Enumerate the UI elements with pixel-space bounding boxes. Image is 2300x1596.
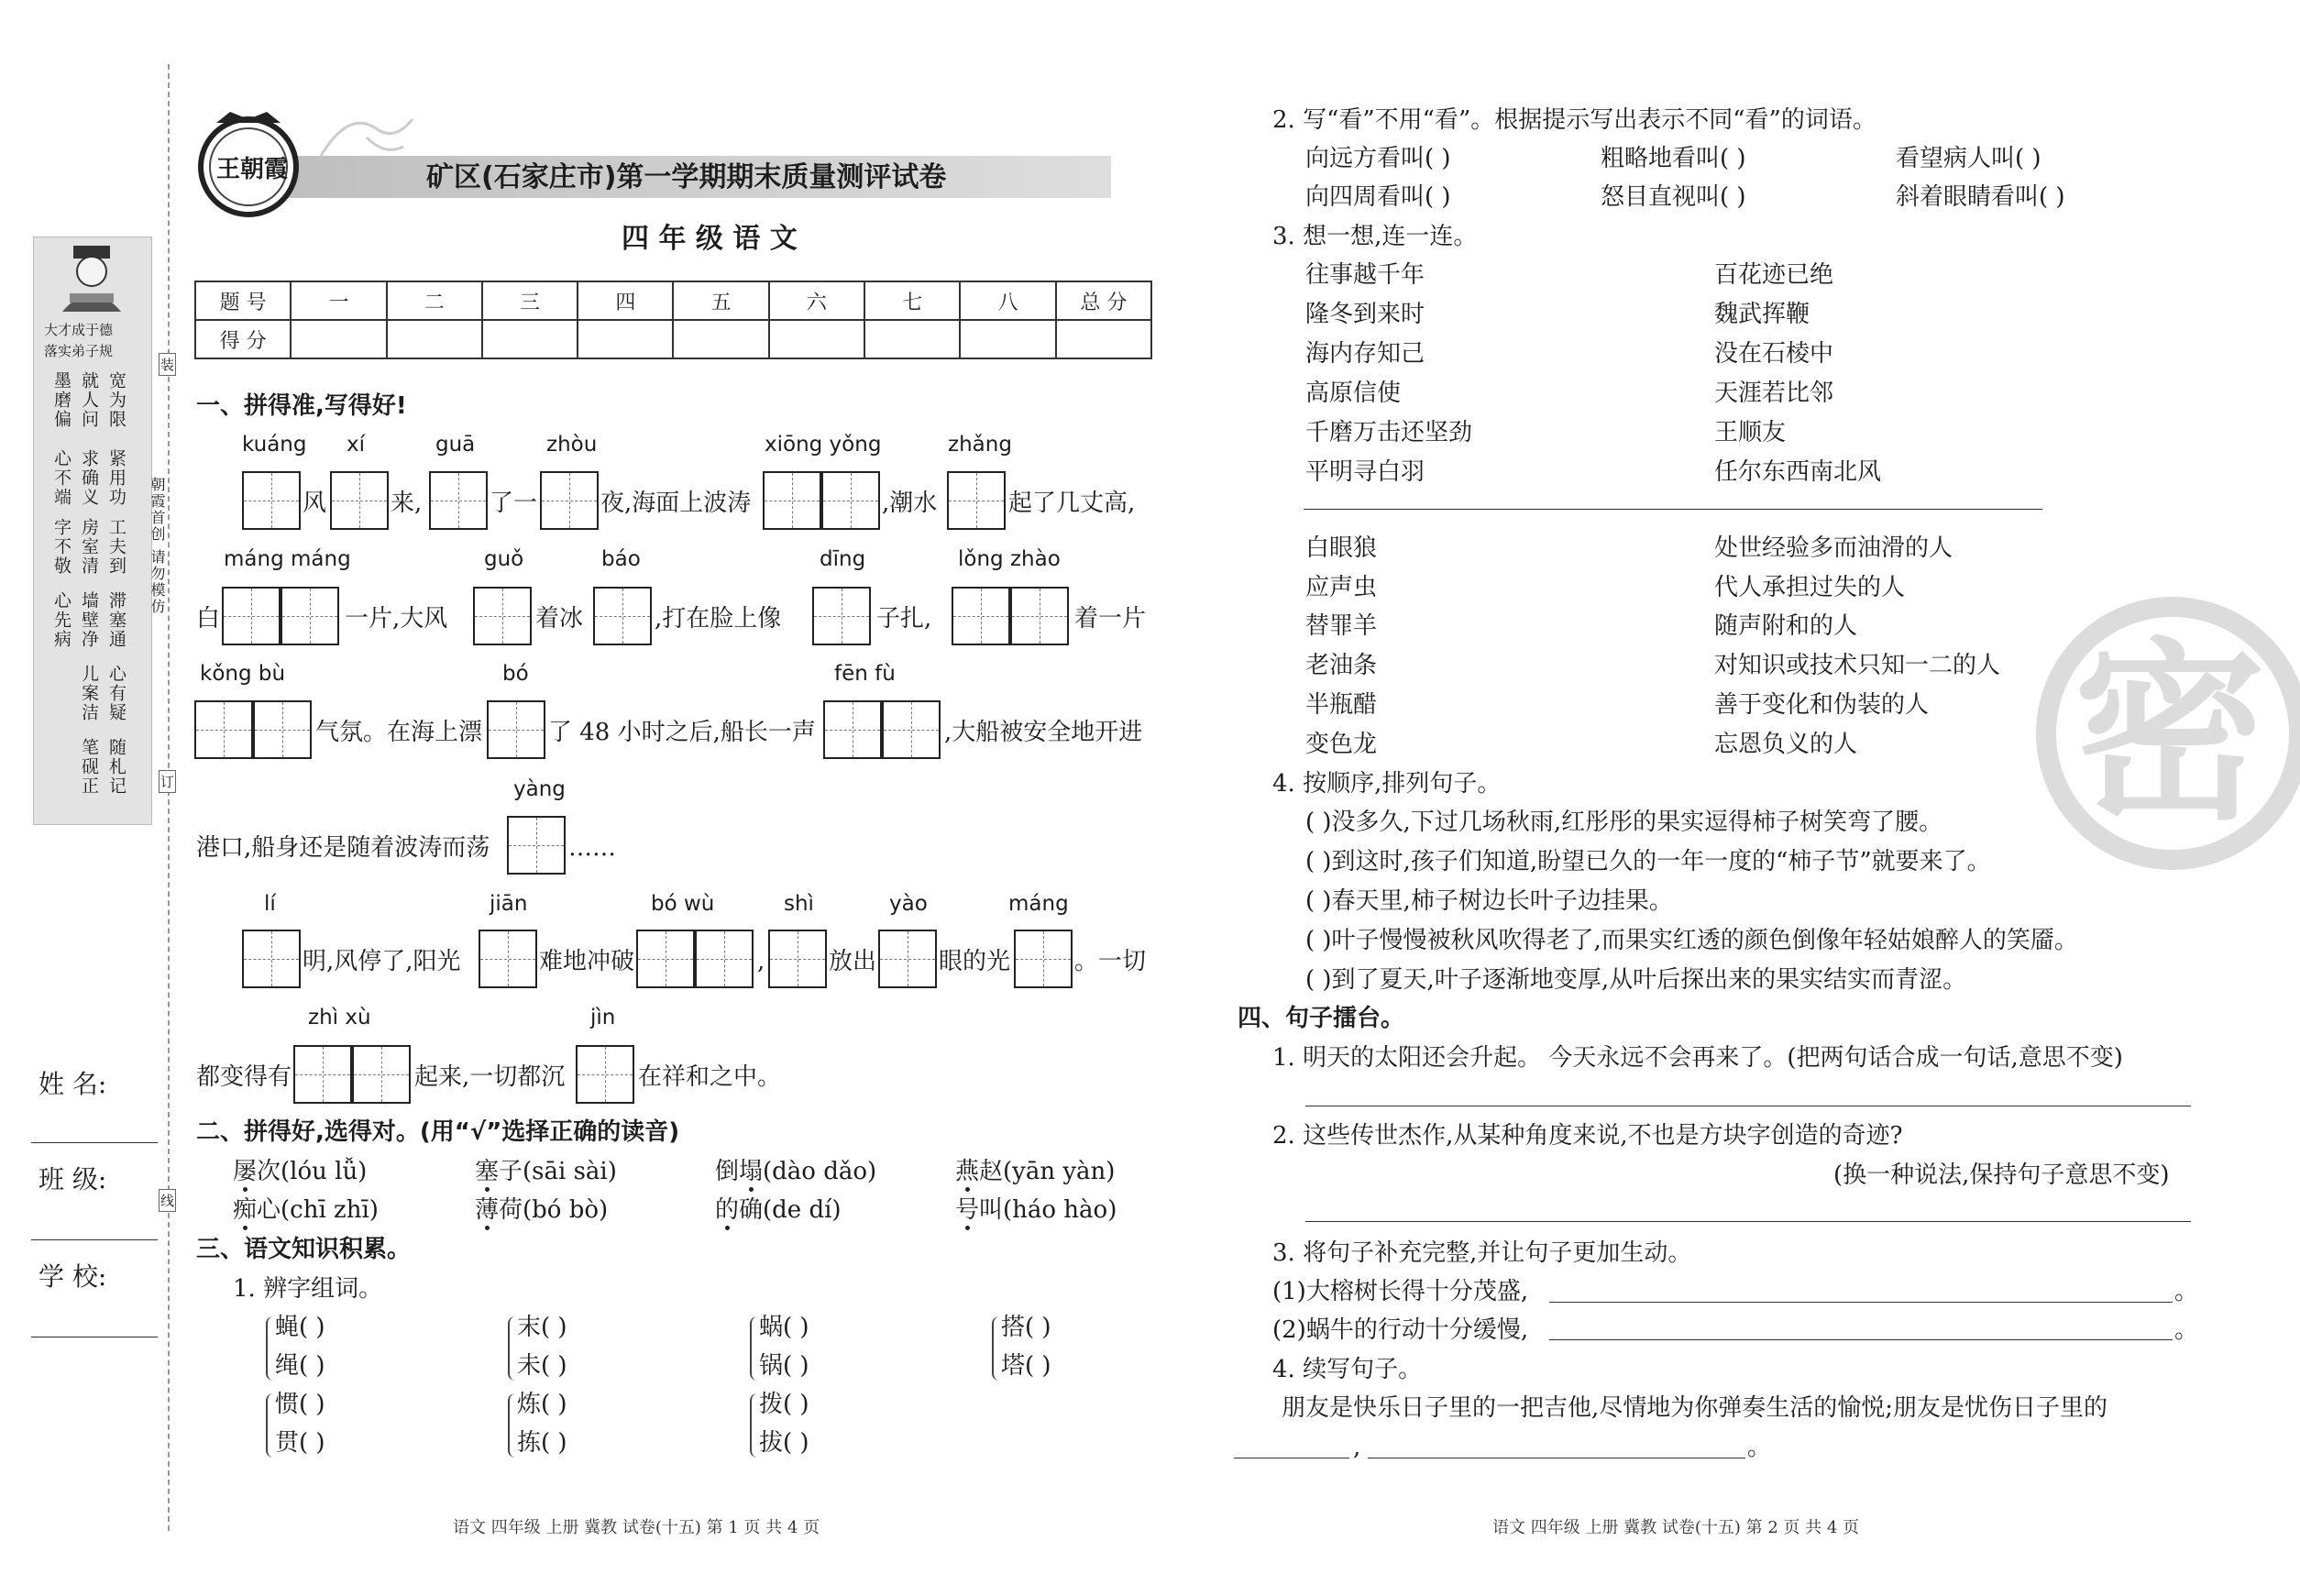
footer-left: 语文 四年级 上册 冀教 试卷(十五) 第 1 页 共 4 页: [453, 1518, 820, 1537]
look-item[interactable]: 怒目直视叫( ): [1601, 183, 1746, 211]
passage-text: 着一片: [1074, 605, 1147, 633]
passage-text: ,潮水: [882, 490, 938, 517]
match-right[interactable]: 代人承担过失的人: [1714, 574, 1906, 601]
write-box[interactable]: [281, 587, 339, 645]
watermark-text: 密: [2074, 620, 2267, 846]
scholar-figure-icon: [53, 240, 130, 314]
period: 。: [2174, 1278, 2199, 1305]
class-field[interactable]: [31, 1239, 158, 1240]
pinyin: máng máng: [224, 547, 351, 571]
passage-text: 风: [303, 490, 327, 517]
passage-text: 白: [196, 605, 221, 633]
char-group-item[interactable]: 末( ): [517, 1314, 567, 1341]
write-box[interactable]: [242, 471, 301, 530]
score-input-cell[interactable]: [482, 320, 578, 358]
match-right[interactable]: 任尔东西南北风: [1714, 458, 1882, 486]
char-group-item[interactable]: 未( ): [517, 1352, 567, 1380]
sidebar-col: 墨磨偏: [51, 371, 72, 429]
pinyin: zhǎng: [948, 433, 1012, 457]
school-label: 学 校:: [39, 1261, 107, 1292]
pinyin: zhì xù: [308, 1006, 371, 1029]
write-box[interactable]: [330, 471, 389, 530]
write-box[interactable]: [1014, 930, 1073, 988]
s4-q2: 2. 这些传世杰作,从某种角度来说,不也是方块字创造的奇迹?: [1272, 1122, 1903, 1150]
pinyin: shì: [784, 892, 814, 916]
pinyin: guā: [435, 433, 476, 457]
pronunciation-item[interactable]: 塞子(sāi sài): [475, 1158, 617, 1185]
write-box[interactable]: [473, 587, 532, 645]
pinyin: lí: [264, 892, 276, 916]
score-input-cell[interactable]: [387, 320, 482, 358]
s4-q3b: (2)蜗牛的行动十分缓慢,: [1272, 1316, 1529, 1344]
passage-text: 眼的光: [939, 948, 1011, 975]
char-group-item[interactable]: 拣( ): [517, 1429, 567, 1457]
pinyin: yàng: [513, 777, 566, 801]
s4-q1: 1. 明天的太阳还会升起。 今天永远不会再来了。(把两句话合成一句话,意思不变): [1272, 1044, 2123, 1072]
emphasis-dot: [485, 1187, 490, 1192]
seal-mark: 线: [159, 1189, 176, 1212]
score-input-cell[interactable]: [864, 320, 960, 358]
match-right[interactable]: 百花迹已绝: [1714, 261, 1834, 289]
passage-text: 都变得有: [196, 1063, 292, 1091]
comma: ,: [1353, 1434, 1361, 1461]
s4-q2-note: (换一种说法,保持句子意思不变): [1833, 1161, 2170, 1189]
emphasis-dot: [243, 1187, 248, 1192]
sidebar-motto-top: 大才成于德: [44, 322, 114, 338]
answer-line[interactable]: [1305, 1221, 2191, 1222]
score-header-cell: 五: [673, 281, 768, 320]
pronunciation-item[interactable]: 屡次(lóu lǚ): [233, 1158, 368, 1185]
write-box[interactable]: [821, 471, 880, 530]
score-header-cell: 一: [291, 281, 386, 320]
score-header-cell: 总 分: [1056, 281, 1151, 320]
score-input-cell[interactable]: [769, 320, 864, 358]
period: 。: [2174, 1316, 2199, 1344]
passage-text: 。一切: [1074, 948, 1147, 975]
section3-heading: 三、语文知识积累。: [196, 1236, 412, 1263]
score-input-cell[interactable]: [291, 320, 386, 358]
pronunciation-item[interactable]: 燕赵(yān yàn): [955, 1158, 1116, 1185]
write-box[interactable]: [695, 930, 754, 988]
sidebar-col: 心先病: [51, 591, 72, 649]
passage-text: 着冰: [535, 605, 584, 633]
class-label: 班 级:: [39, 1164, 107, 1194]
pinyin: fēn fù: [834, 662, 896, 686]
sidebar-col: 心不端: [51, 449, 72, 507]
score-header-cell: 三: [482, 281, 578, 320]
sidebar-col: 紧用功: [106, 449, 127, 507]
match-left[interactable]: 白眼狼: [1305, 534, 1378, 562]
look-item[interactable]: 斜着眼睛看叫( ): [1896, 183, 2065, 211]
passage-text: 在祥和之中。: [638, 1063, 782, 1091]
score-header-cell: 七: [864, 281, 960, 320]
char-group-item[interactable]: 拨( ): [759, 1391, 809, 1418]
sidebar-col: 随札记: [106, 738, 127, 796]
match-right[interactable]: 对知识或技术只知一二的人: [1714, 652, 2001, 679]
sidebar-col: 字不敬: [51, 518, 72, 576]
sidebar-col: 笔砚正: [79, 738, 99, 796]
write-box[interactable]: [576, 1045, 634, 1104]
sidebar-col: 求确义: [79, 449, 99, 507]
write-box[interactable]: [947, 471, 1006, 530]
period: 。: [1747, 1434, 1772, 1461]
pinyin: kǒng bù: [200, 662, 286, 686]
pinyin: bó wù: [651, 892, 715, 916]
pinyin: bó: [502, 662, 529, 686]
score-header-cell: 四: [578, 281, 673, 320]
emphasis-dot: [243, 1226, 248, 1230]
divider: [1304, 509, 2042, 510]
passage-text: 子扎,: [876, 605, 932, 633]
char-group-item[interactable]: 绳( ): [275, 1352, 325, 1380]
char-group-item[interactable]: 塔( ): [1001, 1352, 1051, 1380]
order-item[interactable]: ( )叶子慢慢被秋风吹得老了,而果实红透的颜色倒像年轻姑娘醉人的笑靥。: [1305, 927, 2078, 954]
char-group-item[interactable]: 拔( ): [759, 1429, 809, 1457]
order-item[interactable]: ( )春天里,柿子树边长叶子边挂果。: [1305, 887, 1673, 915]
sidebar-col: 就人问: [79, 371, 99, 429]
answer-line[interactable]: [1549, 1302, 2173, 1303]
write-box[interactable]: [1010, 587, 1069, 645]
sidebar-col: 房室清: [79, 518, 99, 576]
section2-heading: 二、拼得好,选得对。(用“√”选择正确的读音): [196, 1118, 680, 1146]
q1-label: 1. 辨字组词。: [233, 1275, 383, 1303]
write-box[interactable]: [479, 930, 537, 988]
score-header-cell: 二: [387, 281, 482, 320]
write-box[interactable]: [878, 930, 937, 988]
sidebar-col: 宽为限: [106, 371, 127, 429]
sidebar-motto-bottom: 落实弟子规: [44, 343, 114, 359]
look-item[interactable]: 向远方看叫( ): [1305, 145, 1451, 172]
pinyin: jìn: [590, 1006, 616, 1029]
pronunciation-item[interactable]: 薄荷(bó bò): [475, 1196, 609, 1224]
q3-label: 3. 想一想,连一连。: [1272, 223, 1478, 250]
write-box[interactable]: [768, 930, 827, 988]
seal-mark: 装: [159, 353, 176, 376]
write-box[interactable]: [429, 471, 488, 530]
pronunciation-item[interactable]: 号叫(háo hào): [955, 1196, 1117, 1224]
match-left[interactable]: 变色龙: [1305, 731, 1378, 758]
match-right[interactable]: 忘恩负义的人: [1714, 731, 1858, 758]
pronunciation-item[interactable]: 倒塌(dào dǎo): [715, 1158, 877, 1185]
write-box[interactable]: [507, 816, 566, 875]
pinyin: guǒ: [484, 547, 524, 571]
order-item[interactable]: ( )没多久,下过几场秋雨,红彤彤的果实逗得柿子树笑弯了腰。: [1305, 809, 1943, 836]
passage-text: 起了几丈高,: [1008, 490, 1136, 517]
passage-text: 一片,大风: [345, 605, 448, 633]
match-left[interactable]: 高原信使: [1305, 380, 1402, 407]
pinyin: jiān: [490, 892, 528, 916]
write-box[interactable]: [487, 700, 545, 759]
s4-q3a: (1)大榕树长得十分茂盛,: [1272, 1278, 1529, 1305]
s4-q4-text: 朋友是快乐日子里的一把吉他,尽情地为你弹奏生活的愉悦;朋友是忧伤日子里的: [1282, 1394, 2108, 1422]
order-item[interactable]: ( )到这时,孩子们知道,盼望已久的一年一度的“柿子节”就要来了。: [1305, 848, 1991, 875]
pinyin: dīng: [820, 547, 866, 571]
look-item[interactable]: 向四周看叫( ): [1305, 183, 1451, 211]
sidebar-col: 儿案洁: [79, 665, 99, 722]
char-group-item[interactable]: 锅( ): [759, 1352, 809, 1380]
ribbon-decoration-icon: [312, 101, 422, 165]
pinyin: máng: [1008, 892, 1069, 916]
char-group-item[interactable]: 惯( ): [275, 1391, 325, 1418]
match-right[interactable]: 善于变化和伪装的人: [1714, 691, 1930, 719]
passage-text: ……: [568, 834, 616, 862]
footer-right: 语文 四年级 上册 冀教 试卷(十五) 第 2 页 共 4 页: [1492, 1518, 1860, 1537]
section1-heading: 一、拼得准,写得好!: [196, 392, 407, 420]
look-item[interactable]: 粗略地看叫( ): [1601, 145, 1746, 172]
match-right[interactable]: 魏武挥鞭: [1714, 301, 1810, 328]
passage-text: 夜,海面上波涛: [600, 490, 752, 517]
score-input-cell[interactable]: [960, 320, 1055, 358]
write-box[interactable]: [952, 587, 1010, 645]
write-box[interactable]: [293, 1045, 352, 1104]
passage-text: 港口,船身还是随着波涛而荡: [196, 834, 490, 862]
pronunciation-item[interactable]: 的确(de dí): [715, 1196, 842, 1224]
pronunciation-item[interactable]: 痴心(chī zhī): [233, 1196, 379, 1224]
match-left[interactable]: 平明寻白羽: [1305, 458, 1425, 486]
write-box[interactable]: [882, 700, 941, 759]
score-input-cell[interactable]: [1056, 320, 1151, 358]
match-right[interactable]: 没在石棱中: [1714, 340, 1834, 368]
score-input-cell[interactable]: [578, 320, 673, 358]
match-left[interactable]: 老油条: [1305, 652, 1378, 679]
order-item[interactable]: ( )到了夏天,叶子逐渐地变厚,从叶后探出来的果实结实而青涩。: [1305, 966, 1967, 994]
match-right[interactable]: 王顺友: [1714, 419, 1787, 446]
match-left[interactable]: 半瓶醋: [1305, 691, 1378, 719]
section4-heading: 四、句子擂台。: [1238, 1005, 1405, 1032]
emphasis-dot: [485, 1226, 490, 1230]
pinyin: zhòu: [546, 433, 598, 457]
match-left[interactable]: 往事越千年: [1305, 261, 1425, 289]
binding-line: [168, 64, 170, 1531]
emphasis-dot: [749, 1187, 754, 1192]
sidebar-col: 心有疑: [106, 665, 127, 722]
match-left[interactable]: 应声虫: [1305, 574, 1378, 601]
pinyin: lǒng zhào: [958, 547, 1061, 571]
answer-line[interactable]: [1549, 1339, 2173, 1340]
write-box[interactable]: [242, 930, 301, 988]
name-label: 姓 名:: [39, 1069, 107, 1099]
write-box[interactable]: [763, 471, 821, 530]
pinyin: báo: [601, 547, 641, 571]
sidebar-note: 朝霞首创 请勿模仿: [149, 477, 166, 616]
emphasis-dot: [725, 1226, 730, 1230]
passage-text: 了一: [490, 490, 538, 517]
score-header-cell: 六: [769, 281, 864, 320]
s4-q4: 4. 续写句子。: [1272, 1356, 1423, 1383]
match-left[interactable]: 隆冬到来时: [1305, 301, 1425, 328]
emphasis-dot: [965, 1226, 970, 1230]
score-row-label: 得 分: [195, 320, 291, 358]
char-group-item[interactable]: 搭( ): [1001, 1314, 1051, 1341]
score-table: [194, 281, 1152, 359]
char-group-item[interactable]: 炼( ): [517, 1391, 567, 1418]
write-box[interactable]: [352, 1045, 411, 1104]
match-right[interactable]: 处世经验多而油滑的人: [1714, 534, 1953, 562]
q4-label: 4. 按顺序,排列句子。: [1272, 770, 1502, 798]
char-group-item[interactable]: 蝇( ): [275, 1314, 325, 1341]
passage-text: 难地冲破: [539, 948, 635, 975]
write-box[interactable]: [593, 587, 652, 645]
passage-text: 了 48 小时之后,船长一声: [548, 719, 816, 746]
match-right[interactable]: 随声附和的人: [1714, 612, 1858, 640]
write-box[interactable]: [222, 587, 281, 645]
passage-text: ,大船被安全地开进: [944, 719, 1143, 746]
q2-label: 2. 写“看”不用“看”。根据提示写出表示不同“看”的词语。: [1272, 106, 1876, 134]
subject-title: 四 年 级 语 文: [622, 223, 798, 255]
score-header-cell: 八: [960, 281, 1055, 320]
match-left[interactable]: 千磨万击还坚劲: [1305, 419, 1473, 446]
passage-text: 明,风停了,阳光: [303, 948, 461, 975]
passage-text: 放出: [829, 948, 877, 975]
s4-q3: 3. 将句子补充完整,并让句子更加生动。: [1272, 1239, 1692, 1267]
write-box[interactable]: [194, 700, 253, 759]
pinyin: yào: [889, 892, 928, 916]
char-group-item[interactable]: 蜗( ): [759, 1314, 809, 1341]
pinyin: xiōng yǒng: [765, 433, 882, 457]
score-header-cell: 题 号: [195, 281, 291, 320]
emphasis-dot: [965, 1187, 970, 1192]
name-field[interactable]: [31, 1142, 158, 1143]
write-box[interactable]: [823, 700, 882, 759]
write-box[interactable]: [812, 587, 871, 645]
passage-text: ,: [757, 948, 765, 975]
passage-text: ,打在脸上像: [655, 605, 782, 633]
passage-text: 来,: [391, 490, 423, 517]
sidebar-col: 工夫到: [106, 518, 127, 576]
score-input-cell[interactable]: [673, 320, 768, 358]
look-item[interactable]: 看望病人叫( ): [1896, 145, 2041, 172]
passage-text: 气氛。在海上漂: [315, 719, 483, 746]
write-box[interactable]: [253, 700, 312, 759]
write-box[interactable]: [540, 471, 599, 530]
char-group-item[interactable]: 贯( ): [275, 1429, 325, 1457]
sidebar-col: 墙壁净: [79, 591, 99, 649]
pinyin: xí: [347, 433, 366, 457]
write-box[interactable]: [636, 930, 695, 988]
seal-mark: 订: [159, 770, 176, 793]
match-right[interactable]: 天涯若比邻: [1714, 380, 1834, 407]
passage-text: 起来,一切都沉: [414, 1063, 566, 1091]
exam-title: 矿区(石家庄市)第一学期期末质量测评试卷: [426, 161, 947, 193]
sidebar-col: 滞塞通: [106, 591, 127, 649]
match-left[interactable]: 海内存知己: [1305, 340, 1425, 368]
match-left[interactable]: 替罪羊: [1305, 612, 1378, 640]
logo-text: 王朝霞: [216, 156, 289, 183]
pinyin: kuáng: [242, 433, 307, 457]
